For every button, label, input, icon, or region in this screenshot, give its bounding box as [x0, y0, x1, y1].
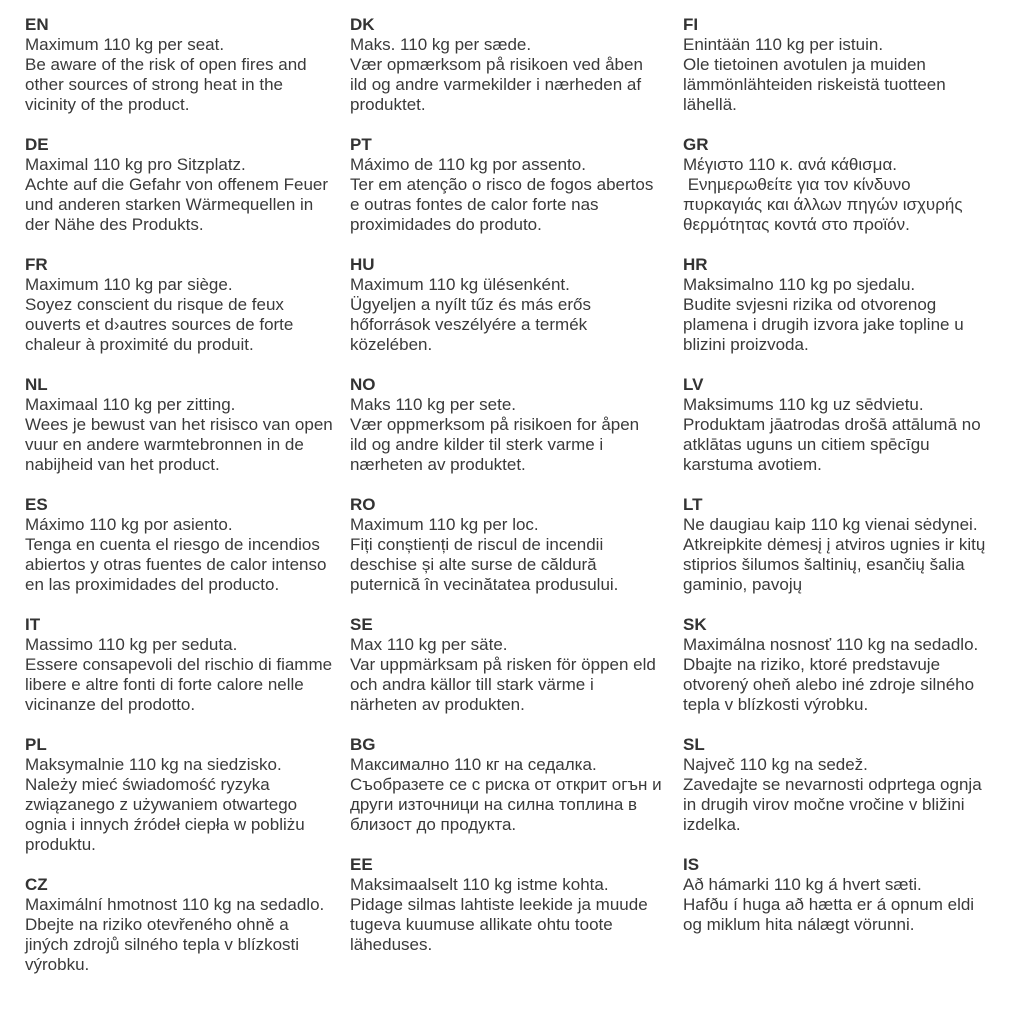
language-section-se [350, 615, 683, 715]
text-line: Съобразете се с риска от открит огън и [350, 775, 662, 794]
text-line: Produktam jāatrodas drošā attālumā no [683, 415, 981, 434]
text-line: Maximal 110 kg pro Sitzplatz. [25, 155, 246, 174]
text-line: Atkreipkite dėmesį į atviros ugnies ir kitų [683, 535, 986, 554]
text-line: vicinanze del prodotto. [25, 695, 196, 714]
text-line: gaminio, pavojų [683, 575, 803, 594]
language-section-cz [25, 875, 350, 975]
text-line: og miklum hita nálægt vörunni. [683, 915, 915, 934]
text-line: výrobku. [25, 955, 90, 974]
text-line: ognia i innych źródeł ciepła w pobliżu [25, 815, 305, 834]
text-line: Ter em atenção o risco de fogos abertos [350, 175, 654, 194]
text-line: Maximálna nosnosť 110 kg na sedadlo. [683, 635, 979, 654]
text-line: tepla v blízkosti výrobku. [683, 695, 869, 714]
language-code-label: GR [683, 135, 709, 154]
text-line: Pidage silmas lahtiste leekide ja muude [350, 895, 648, 914]
text-line: Należy mieć świadomość ryzyka [25, 775, 270, 794]
text-line: der Nähe des Produkts. [25, 215, 204, 234]
text-line: Maksimaalselt 110 kg istme kohta. [350, 875, 609, 894]
text-line: Zavedajte se nevarnosti odprtega ognja [683, 775, 982, 794]
text-line: Soyez conscient du risque de feux [25, 295, 284, 314]
language-section-fi [683, 15, 1014, 115]
language-column-2 [350, 15, 683, 975]
language-section-it [25, 615, 350, 715]
language-code-label: EE [350, 855, 373, 874]
text-line: Maksimums 110 kg uz sēdvietu. [683, 395, 924, 414]
text-line: θερμότητας κοντά στο προϊόν. [683, 215, 910, 234]
text-line: Največ 110 kg na sedež. [683, 755, 868, 774]
text-line: Maximum 110 kg per seat. [25, 35, 225, 54]
language-code-label: NL [25, 375, 48, 394]
text-line: e outras fontes de calor forte nas [350, 195, 599, 214]
language-code-label: LV [683, 375, 704, 394]
text-line: Maksymalnie 110 kg na siedzisko. [25, 755, 282, 774]
text-line: tugeva kuumuse allikate ohtu toote [350, 915, 613, 934]
language-code-label: FR [25, 255, 48, 274]
language-section-no [350, 375, 683, 475]
language-code-label: IS [683, 855, 700, 874]
language-code-label: RO [350, 495, 376, 514]
text-line: Máximo 110 kg por asiento. [25, 515, 233, 534]
language-section-fr [25, 255, 350, 355]
language-section-lt [683, 495, 1014, 595]
text-line: jiných zdrojů silného tepla v blízkosti [25, 935, 300, 954]
text-line: other sources of strong heat in the [25, 75, 283, 94]
language-code-label: SE [350, 615, 373, 634]
text-line: Máximo de 110 kg por assento. [350, 155, 586, 174]
language-code-label: PL [25, 735, 47, 754]
language-code-label: FI [683, 15, 699, 34]
language-section-lv [683, 375, 1014, 475]
text-line: proximidades do produto. [350, 215, 542, 234]
language-section-ro [350, 495, 683, 595]
text-line: Ügyeljen a nyílt tűz és más erős [350, 295, 591, 314]
text-line: och andra källor till stark värme i [350, 675, 594, 694]
language-code-label: NO [350, 375, 376, 394]
text-line: in drugih virov močne vročine v bližini [683, 795, 965, 814]
language-code-label: PT [350, 135, 372, 154]
language-section-de [25, 135, 350, 235]
text-line: Max 110 kg per säte. [350, 635, 508, 654]
text-line: близост до продукта. [350, 815, 517, 834]
text-line: en las proximidades del producto. [25, 575, 280, 594]
text-line: Massimo 110 kg per seduta. [25, 635, 238, 654]
text-line: Dbejte na riziko otevřeného ohně a [25, 915, 289, 934]
text-line: vicinity of the product. [25, 95, 190, 114]
text-line: Að hámarki 110 kg á hvert sæti. [683, 875, 922, 894]
language-code-label: CZ [25, 875, 48, 894]
language-code-label: EN [25, 15, 49, 34]
language-code-label: IT [25, 615, 41, 634]
text-line: związanego z używaniem otwartego [25, 795, 298, 814]
text-line: atklātas uguns un citiem spēcīgu [683, 435, 930, 454]
text-line: Ενημερωθείτε για τον κίνδυνο [683, 175, 911, 194]
language-code-label: HU [350, 255, 375, 274]
text-line: Budite svjesni rizika od otvorenog [683, 295, 937, 314]
language-section-sl [683, 735, 1014, 835]
text-line: Dbajte na riziko, ktoré predstavuje [683, 655, 941, 674]
text-line: közelében. [350, 335, 433, 354]
text-line: Maximum 110 kg par siège. [25, 275, 233, 294]
text-line: Maksimalno 110 kg po sjedalu. [683, 275, 916, 294]
language-section-is [683, 855, 1014, 935]
language-code-label: SL [683, 735, 705, 754]
text-line: Максимално 110 кг на седалка. [350, 755, 597, 774]
text-line: izdelka. [683, 815, 741, 834]
text-line: Maximální hmotnost 110 kg na sedadlo. [25, 895, 325, 914]
language-section-gr [683, 135, 1014, 235]
text-line: karstuma avotiem. [683, 455, 822, 474]
text-line: blizini proizvoda. [683, 335, 809, 354]
text-line: Maximum 110 kg ülésenként. [350, 275, 570, 294]
text-line: Maks. 110 kg per sæde. [350, 35, 532, 54]
text-line: Wees je bewust van het risisco van open [25, 415, 333, 434]
text-line: Maximaal 110 kg per zitting. [25, 395, 236, 414]
language-code-label: HR [683, 255, 708, 274]
text-line: Var uppmärksam på risken för öppen eld [350, 655, 656, 674]
text-line: Vær oppmerksom på risikoen for åpen [350, 415, 640, 434]
text-line: lämmönlähteiden riskeistä tuotteen [683, 75, 946, 94]
text-line: libere e altre fonti di forte calore nelle [25, 675, 304, 694]
text-line: abiertos y otras fuentes de calor intenso [25, 555, 327, 574]
language-section-pl [25, 735, 350, 855]
text-line: lähellä. [683, 95, 737, 114]
text-line: ouverts et d›autres sources de forte [25, 315, 294, 334]
language-code-label: LT [683, 495, 703, 514]
text-line: närheten av produkten. [350, 695, 525, 714]
text-line: Maks 110 kg per sete. [350, 395, 516, 414]
text-line: Enintään 110 kg per istuin. [683, 35, 884, 54]
text-line: nærheten av produktet. [350, 455, 526, 474]
text-line: otvorený oheň alebo iné zdroje silného [683, 675, 975, 694]
text-line: Tenga en cuenta el riesgo de incendios [25, 535, 320, 554]
language-section-nl [25, 375, 350, 475]
language-section-en [25, 15, 350, 115]
language-code-label: SK [683, 615, 707, 634]
text-line: Fiți conștienți de riscul de incendii [350, 535, 604, 554]
text-line: Vær opmærksom på risikoen ved åben [350, 55, 643, 74]
text-line: Hafðu í huga að hætta er á opnum eldi [683, 895, 975, 914]
text-line: Maximum 110 kg per loc. [350, 515, 539, 534]
text-line: chaleur à proximité du produit. [25, 335, 254, 354]
language-section-hr [683, 255, 1014, 355]
text-line: nabijheid van het product. [25, 455, 220, 474]
text-line: Μέγιστο 110 κ. ανά κάθισμα. [683, 155, 898, 174]
text-line: vuur en andere warmtebronnen in de [25, 435, 304, 454]
text-line: und anderen starken Wärmequellen in [25, 195, 314, 214]
text-line: Achte auf die Gefahr von offenem Feuer [25, 175, 329, 194]
language-code-label: ES [25, 495, 48, 514]
language-code-label: DK [350, 15, 375, 34]
text-line: hőforrások veszélyére a termék [350, 315, 588, 334]
text-line: puternică în vecinătatea produsului. [350, 575, 619, 594]
text-line: stiprios šilumos šaltinių, esančių šalia [683, 555, 965, 574]
language-section-es [25, 495, 350, 595]
language-code-label: BG [350, 735, 376, 754]
text-line: ild og andre varmekilder i nærheden af [350, 75, 642, 94]
text-line: produktet. [350, 95, 426, 114]
language-code-label: DE [25, 135, 49, 154]
text-line: Be aware of the risk of open fires and [25, 55, 307, 74]
text-line: läheduses. [350, 935, 433, 954]
text-line: Ne daugiau kaip 110 kg vienai sėdynei. [683, 515, 978, 534]
language-column-3 [683, 15, 1024, 955]
language-section-bg [350, 735, 683, 835]
text-line: deschise și alte surse de căldură [350, 555, 597, 574]
text-line: други източници на силна топлина в [350, 795, 638, 814]
language-section-dk [350, 15, 683, 115]
text-line: Essere consapevoli del rischio di fiamme [25, 655, 333, 674]
text-line: ild og andre kilder til sterk varme i [350, 435, 604, 454]
text-line: produktu. [25, 835, 96, 854]
text-line: plamena i drugih izvora jake topline u [683, 315, 964, 334]
language-column-1 [25, 15, 350, 995]
language-section-pt [350, 135, 683, 235]
language-section-sk [683, 615, 1014, 715]
text-line: Ole tietoinen avotulen ja muiden [683, 55, 926, 74]
language-section-ee [350, 855, 683, 955]
language-section-hu [350, 255, 683, 355]
text-line: πυρκαγιάς και άλλων πηγών ισχυρής [683, 195, 963, 214]
